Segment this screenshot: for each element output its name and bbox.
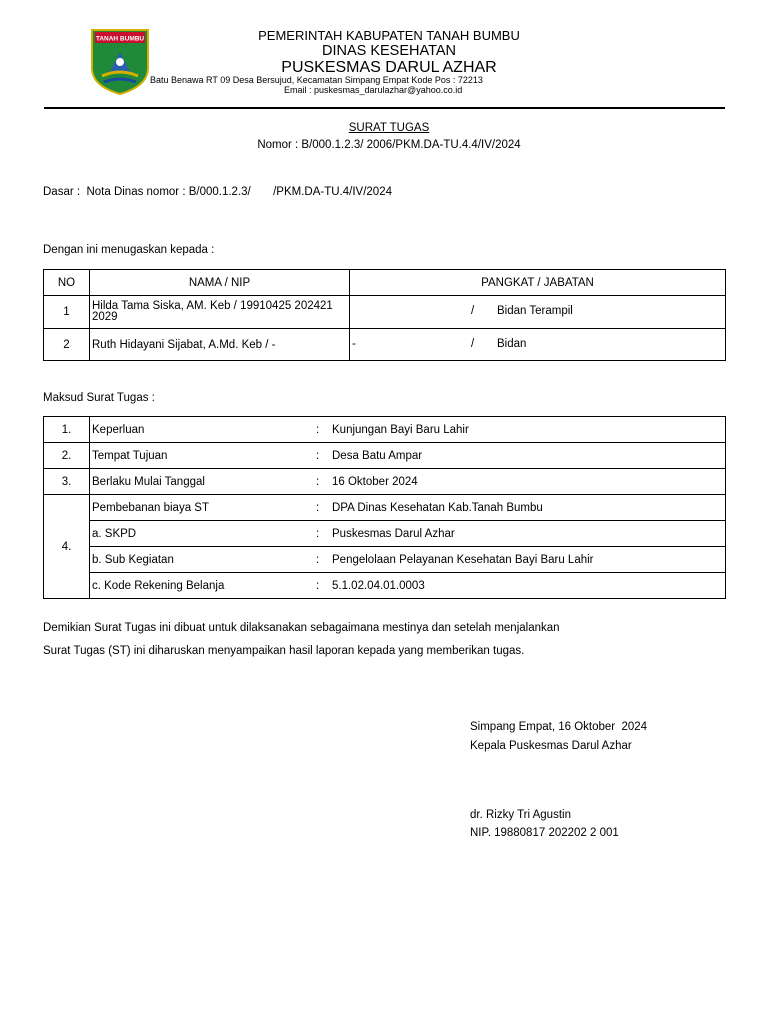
row-label: a. SKPD (90, 521, 315, 547)
row-pangkat: - (352, 337, 356, 350)
row-no: 3. (44, 469, 90, 495)
row-pangkat-jabatan (350, 296, 726, 329)
row-label: Keperluan (90, 417, 315, 443)
row-pangkat-jabatan (350, 329, 726, 361)
row-no: 1. (44, 417, 90, 443)
signature-position: Kepala Puskesmas Darul Azhar (470, 740, 632, 752)
letterhead-institution: PUSKESMAS DARUL AZHAR (281, 59, 497, 76)
row-colon: : (314, 521, 330, 547)
table-row (44, 573, 726, 599)
row-nama: Hilda Tama Siska, AM. Keb / 19910425 202421 2029 (90, 296, 350, 329)
header-no: NO (44, 270, 90, 296)
closing-line-1: Demikian Surat Tugas ini dibuat untuk dilaksanakan sebagaimana mestinya dan setelah menjalankan (43, 622, 560, 634)
header-pangkat: PANGKAT / JABATAN (350, 270, 726, 296)
row-label: Pembebanan biaya ST (90, 495, 315, 521)
row-no: 4. (44, 495, 90, 599)
row-slash: / (471, 337, 475, 350)
row-value: 5.1.02.04.01.0003 (330, 573, 726, 599)
table-row (44, 329, 726, 361)
table-row (44, 547, 726, 573)
row-colon: : (314, 573, 330, 599)
document-basis: Dasar : Nota Dinas nomor : B/000.1.2.3/ /PKM.DA-TU.4/IV/2024 (43, 186, 392, 198)
row-value: Kunjungan Bayi Baru Lahir (330, 417, 726, 443)
row-label: Berlaku Mulai Tanggal (90, 469, 315, 495)
letterhead-divider (44, 107, 725, 109)
row-label: Tempat Tujuan (90, 443, 315, 469)
purpose-label: Maksud Surat Tugas : (43, 392, 155, 404)
row-jabatan: Bidan (497, 337, 527, 350)
row-no: 2. (44, 443, 90, 469)
row-no: 1 (44, 296, 90, 329)
row-colon: : (314, 469, 330, 495)
row-label: c. Kode Rekening Belanja (90, 573, 315, 599)
row-colon: : (314, 547, 330, 573)
signature-name: dr. Rizky Tri Agustin (470, 809, 571, 821)
row-value: DPA Dinas Kesehatan Kab.Tanah Bumbu (330, 495, 726, 521)
letterhead-address: Batu Benawa RT 09 Desa Bersujud, Kecamatan Simpang Empat Kode Pos : 72213 (150, 75, 483, 85)
table-header-row (44, 270, 726, 296)
closing-line-2: Surat Tugas (ST) ini diharuskan menyampaikan hasil laporan kepada yang memberikan tugas. (43, 645, 525, 657)
row-value: Puskesmas Darul Azhar (330, 521, 726, 547)
row-no: 2 (44, 329, 90, 361)
row-value: Desa Batu Ampar (330, 443, 726, 469)
table-row (44, 296, 726, 329)
table-row (44, 495, 726, 521)
table-row (44, 417, 726, 443)
table-row (44, 469, 726, 495)
row-colon: : (314, 495, 330, 521)
letterhead-agency: DINAS KESEHATAN (321, 43, 457, 59)
row-colon: : (314, 443, 330, 469)
row-nama: Ruth Hidayani Sijabat, A.Md. Keb / - (90, 329, 350, 361)
signature-nip: NIP. 19880817 202202 2 001 (470, 827, 619, 839)
row-label: b. Sub Kegiatan (90, 547, 315, 573)
letterhead-email: Email : puskesmas_darulazhar@yahoo.co.id (284, 85, 463, 95)
row-value: 16 Oktober 2024 (330, 469, 726, 495)
letterhead-government: PEMERINTAH KABUPATEN TANAH BUMBU (258, 28, 520, 43)
row-jabatan: Bidan Terampil (497, 305, 573, 317)
table-row (44, 521, 726, 547)
document-title: SURAT TUGAS (348, 122, 430, 134)
table-row (44, 443, 726, 469)
assignment-intro: Dengan ini menugaskan kepada : (43, 244, 215, 256)
svg-text:TANAH BUMBU: TANAH BUMBU (95, 35, 145, 43)
row-slash: / (471, 305, 475, 317)
purpose-table (43, 416, 726, 599)
signature-place-date: Simpang Empat, 16 Oktober 2024 (470, 721, 648, 733)
staff-table (43, 269, 726, 361)
row-value: Pengelolaan Pelayanan Kesehatan Bayi Baru Lahir (330, 547, 726, 573)
header-nama: NAMA / NIP (90, 270, 350, 296)
row-colon: : (314, 417, 330, 443)
document-number: Nomor : B/000.1.2.3/ 2006/PKM.DA-TU.4.4/IV/2024 (257, 139, 521, 151)
